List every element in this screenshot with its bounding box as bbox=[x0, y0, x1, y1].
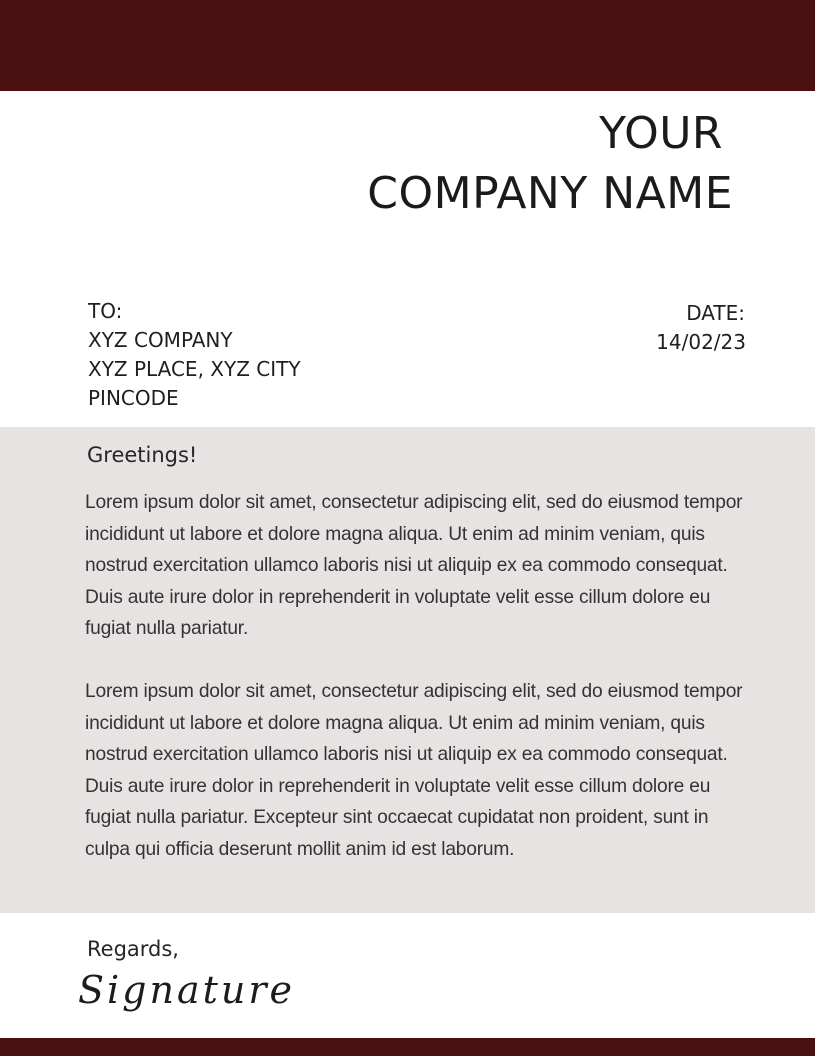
company-name bbox=[213, 104, 733, 224]
body-paragraph-1: Lorem ipsum dolor sit amet, consectetur adipiscing elit, sed do eiusmod tempor incididunt ut labore et dolore magna aliqua. Ut enim ad minim veniam, quis nostrud exercitation ullamco laboris nisi ut aliquip ex ea commodo consequat. Duis aute irure dolor in reprehenderit in voluptate velit esse cillum dolore eu fugiat nulla pariatur. bbox=[85, 492, 743, 639]
date-block bbox=[546, 297, 746, 357]
body-paragraph-2: Lorem ipsum dolor sit amet, consectetur adipiscing elit, sed do eiusmod tempor incididunt ut labore et dolore magna aliqua. Ut enim ad minim veniam, quis nostrud exercitation ullamco laboris nisi ut aliquip ex ea commodo consequat. Duis aute irure dolor in reprehenderit in voluptate velit esse cillum dolore eu fugiat nulla pariatur. Excepteur sint occaecat cupidatat non proident, sunt in culpa qui officia deserunt mollit anim id est laborum. bbox=[85, 681, 743, 860]
recipient-pincode: PINCODE bbox=[88, 386, 179, 410]
recipient-company: XYZ COMPANY bbox=[88, 328, 233, 352]
recipient-block bbox=[88, 297, 408, 413]
closing: Regards, bbox=[87, 937, 179, 961]
header-accent-band bbox=[0, 0, 815, 91]
signature: Signature bbox=[78, 968, 296, 1012]
greeting: Greetings! bbox=[87, 443, 198, 467]
company-name-line-1: YOUR bbox=[599, 108, 723, 159]
company-name-line-2: COMPANY NAME bbox=[367, 168, 733, 219]
date-value: 14/02/23 bbox=[656, 330, 746, 354]
recipient-label: TO: bbox=[88, 299, 123, 323]
recipient-address: XYZ PLACE, XYZ CITY bbox=[88, 357, 301, 381]
date-label: DATE: bbox=[686, 301, 745, 325]
footer-accent-band bbox=[0, 1038, 815, 1056]
